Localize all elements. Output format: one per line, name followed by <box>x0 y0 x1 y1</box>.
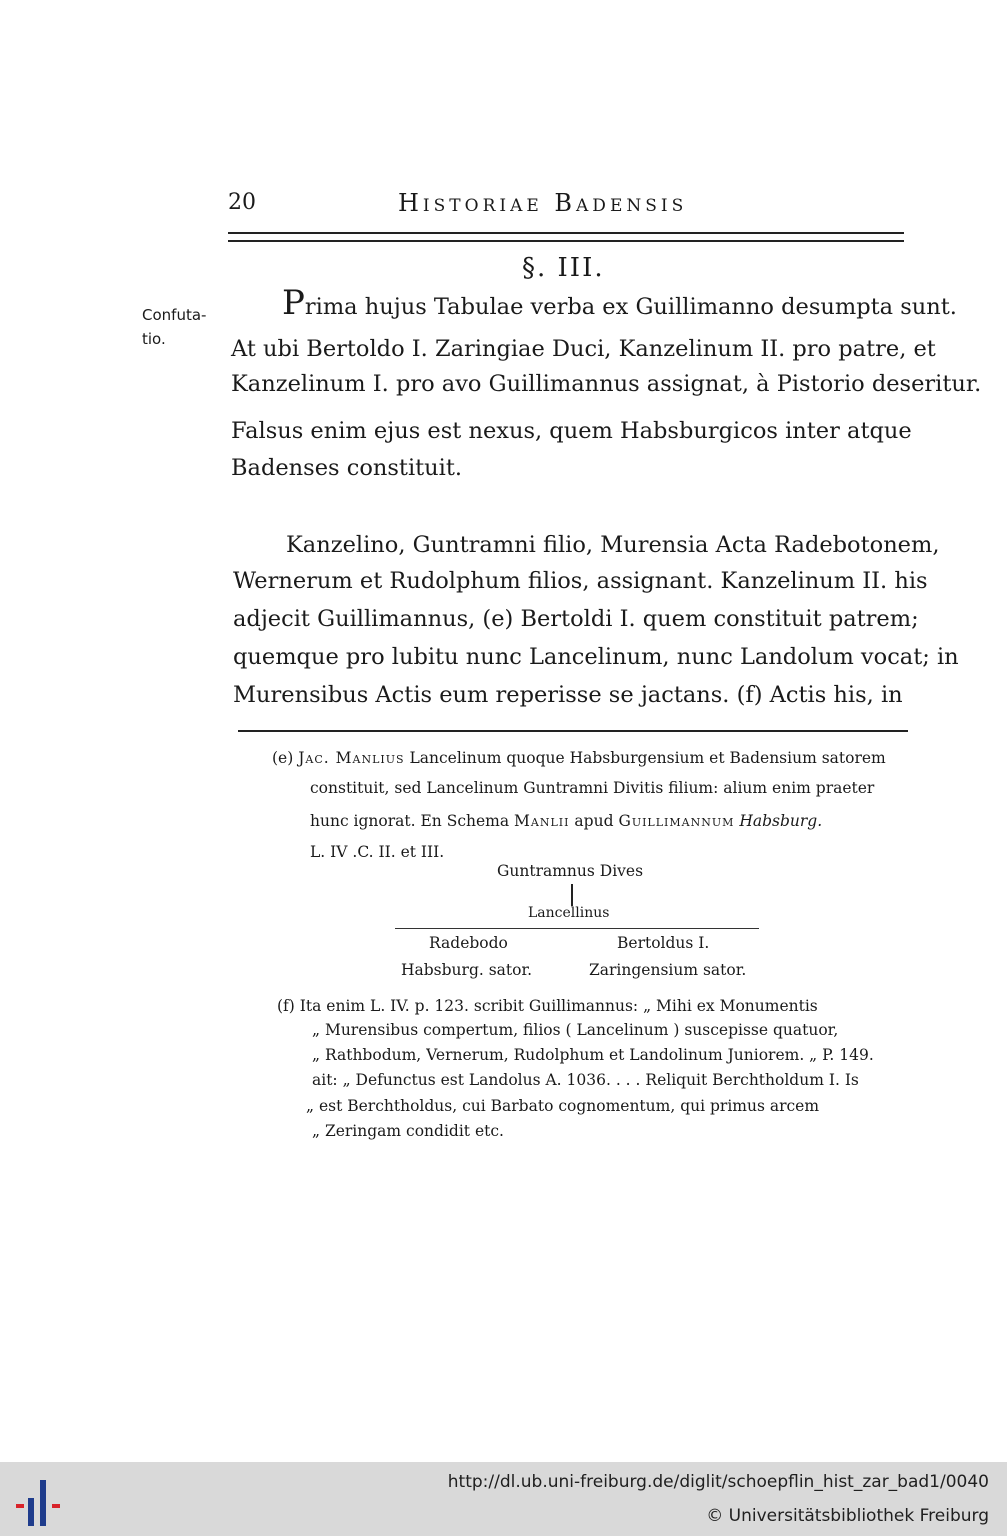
section-mark: §. III. <box>522 253 605 283</box>
footnote-e-line-1: (e) Jac. Manlius Lancelinum quoque Habsburgensium et Badensium satorem <box>272 749 886 767</box>
footnote-f-marker: (f) <box>277 997 295 1015</box>
tree-connector-vertical <box>571 884 573 906</box>
tree-left-title: Habsburg. sator. <box>401 961 533 979</box>
footnote-f-line-6: „ Zeringam condidit etc. <box>312 1122 504 1140</box>
paragraph-1-line-4: Falsus enim ejus est nexus, quem Habsburgicos inter atque <box>231 418 912 444</box>
footer-bar <box>0 1462 1007 1536</box>
paragraph-1-line-5: Badenses constituit. <box>231 455 463 481</box>
paragraph-1-line-1: Prima hujus Tabulae verba ex Guillimanno desumpta sunt. <box>282 283 957 323</box>
tree-right-title: Zaringensium sator. <box>589 961 747 979</box>
footnote-f-line-2: „ Murensibus compertum, filios ( Lancelinum ) suscepisse quatuor, <box>312 1021 839 1039</box>
copyright-notice: © Universitätsbibliothek Freiburg <box>706 1506 989 1526</box>
paragraph-1-line-2: At ubi Bertoldo I. Zaringiae Duci, Kanzelinum II. pro patre, et <box>231 336 936 362</box>
footnote-e-line-4: L. IV .C. II. et III. <box>310 843 445 861</box>
tree-root: Guntramnus Dives <box>497 862 644 880</box>
footnote-e-line-3: hunc ignorat. En Schema Manlii apud Guillimannum Habsburg. <box>310 812 823 830</box>
paragraph-1-line-3: Kanzelinum I. pro avo Guillimannus assignat, à Pistorio deseritur. <box>231 371 982 397</box>
header-rule-top <box>228 232 904 234</box>
footnote-e-marker: (e) <box>272 749 294 767</box>
paragraph-2-line-5: Murensibus Actis eum reperisse se jactans. (f) Actis his, in <box>233 682 903 708</box>
tree-connector-horizontal <box>395 928 759 929</box>
margin-note-line-2: tio. <box>142 330 166 348</box>
footnote-f-line-4: ait: „ Defunctus est Landolus A. 1036. . . . Reliquit Berchtholdum I. Is <box>312 1071 859 1089</box>
footnote-f-line-5: „ est Berchtholdus, cui Barbato cognomentum, qui primus arcem <box>306 1097 820 1115</box>
footnote-f-line-3: „ Rathbodum, Vernerum, Rudolphum et Landolinum Juniorem. „ P. 149. <box>312 1046 874 1064</box>
footnote-e-line-2: constituit, sed Lancelinum Guntramni Divitis filium: alium enim praeter <box>310 779 875 797</box>
header-rule-bottom <box>228 240 904 242</box>
margin-note-line-1: Confuta- <box>142 306 207 324</box>
running-title: Historiae Badensis <box>398 189 688 217</box>
tree-right-name: Bertoldus I. <box>617 934 710 952</box>
footnote-separator <box>238 730 908 732</box>
tree-left-name: Radebodo <box>429 934 508 952</box>
drop-cap: P <box>282 283 305 323</box>
paragraph-2-line-3: adjecit Guillimannus, (e) Bertoldi I. quem constituit patrem; <box>233 606 919 632</box>
paragraph-2-line-2: Wernerum et Rudolphum filios, assignant. Kanzelinum II. his <box>233 568 928 594</box>
tree-child: Lancellinus <box>528 905 610 921</box>
paragraph-2-line-1: Kanzelino, Guntramni filio, Murensia Acta Radebotonem, <box>286 532 940 558</box>
ub-freiburg-logo-icon <box>14 1474 66 1526</box>
author-name: Jac. Manlius <box>298 749 405 767</box>
source-url-link[interactable]: http://dl.ub.uni-freiburg.de/diglit/schoepflin_hist_zar_bad1/0040 <box>447 1472 989 1492</box>
paragraph-2-line-4: quemque pro lubitu nunc Lancelinum, nunc Landolum vocat; in <box>233 644 959 670</box>
footnote-f-line-1: (f) Ita enim L. IV. p. 123. scribit Guillimannus: „ Mihi ex Monumentis <box>277 997 818 1015</box>
page-number: 20 <box>228 190 256 215</box>
